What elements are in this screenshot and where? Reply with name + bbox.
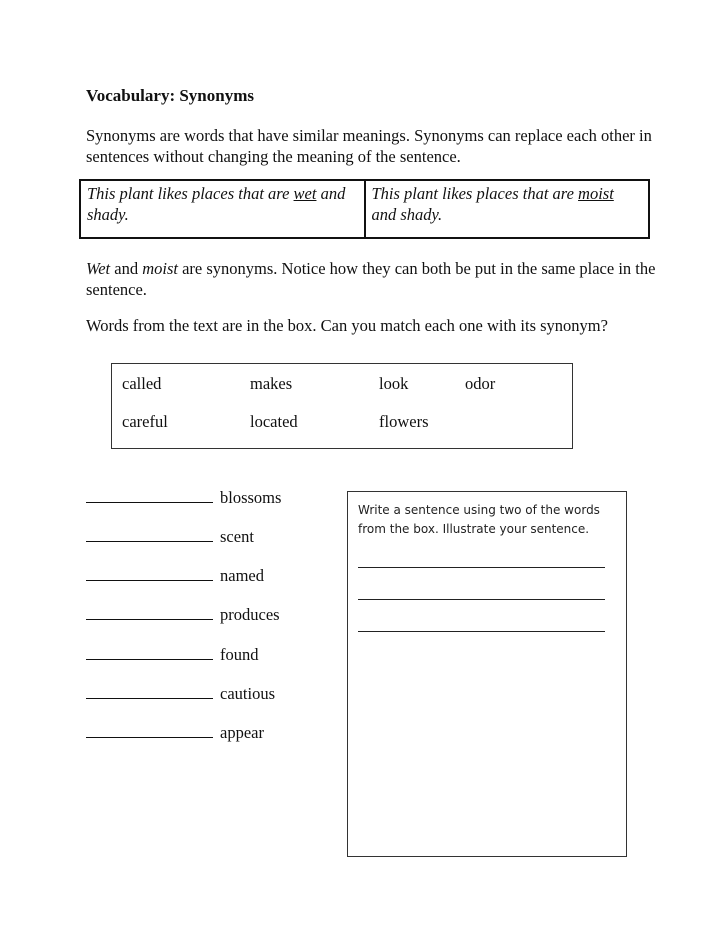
synonym-word: scent — [220, 527, 254, 546]
page-title: Vocabulary: Synonyms — [86, 86, 254, 105]
writing-line[interactable] — [358, 631, 605, 632]
answer-blank[interactable] — [86, 645, 213, 660]
example-2-word: moist — [578, 184, 614, 203]
explanation-paragraph — [86, 258, 666, 300]
word-box-item: odor — [465, 374, 496, 393]
example-sentence-1 — [81, 181, 364, 237]
match-row — [86, 645, 259, 665]
sentence-box[interactable] — [347, 491, 627, 857]
word-box-item: careful — [122, 412, 168, 431]
synonym-word: produces — [220, 605, 280, 624]
match-row — [86, 527, 254, 547]
explanation-word-2: moist — [142, 259, 178, 278]
synonym-word: appear — [220, 723, 264, 742]
match-row — [86, 723, 264, 743]
answer-blank[interactable] — [86, 488, 213, 503]
example-2-after: and shady. — [371, 205, 443, 224]
synonym-word: found — [220, 645, 259, 664]
answer-blank[interactable] — [86, 527, 213, 542]
explanation-rest: are synonyms. Notice how they can both be put in the same place in the sentence. — [86, 259, 656, 299]
word-box-item: called — [122, 374, 162, 393]
explanation-word-1: Wet — [86, 259, 111, 278]
sentence-prompt: Write a sentence using two of the words from the box. Illustrate your sentence. — [358, 503, 600, 536]
synonym-word: blossoms — [220, 488, 282, 507]
instruction-paragraph: Words from the text are in the box. Can you match each one with its synonym? — [86, 316, 608, 335]
example-1-after: and shady. — [87, 184, 346, 224]
word-box-item: located — [250, 412, 298, 431]
example-2-before: This plant likes places that are — [371, 184, 579, 203]
word-box-item: look — [379, 374, 409, 393]
synonym-word: cautious — [220, 684, 275, 703]
example-1-word: wet — [293, 184, 317, 203]
match-row — [86, 684, 275, 704]
answer-blank[interactable] — [86, 566, 213, 581]
word-box — [111, 363, 573, 449]
answer-blank[interactable] — [86, 723, 213, 738]
word-box-item: flowers — [379, 412, 429, 431]
explanation-connector: and — [110, 259, 143, 278]
example-sentence-2 — [364, 181, 649, 237]
example-table — [79, 179, 650, 239]
writing-line[interactable] — [358, 567, 605, 568]
match-row — [86, 488, 281, 508]
writing-line[interactable] — [358, 599, 605, 600]
match-row — [86, 566, 264, 586]
synonym-word: named — [220, 566, 264, 585]
word-box-item: makes — [250, 374, 293, 393]
intro-paragraph: Synonyms are words that have similar meanings. Synonyms can replace each other in sentences without changing the meaning of the sentence. — [86, 126, 652, 166]
answer-blank[interactable] — [86, 605, 213, 620]
answer-blank[interactable] — [86, 684, 213, 699]
match-row — [86, 605, 280, 625]
example-1-before: This plant likes places that are — [87, 184, 294, 203]
